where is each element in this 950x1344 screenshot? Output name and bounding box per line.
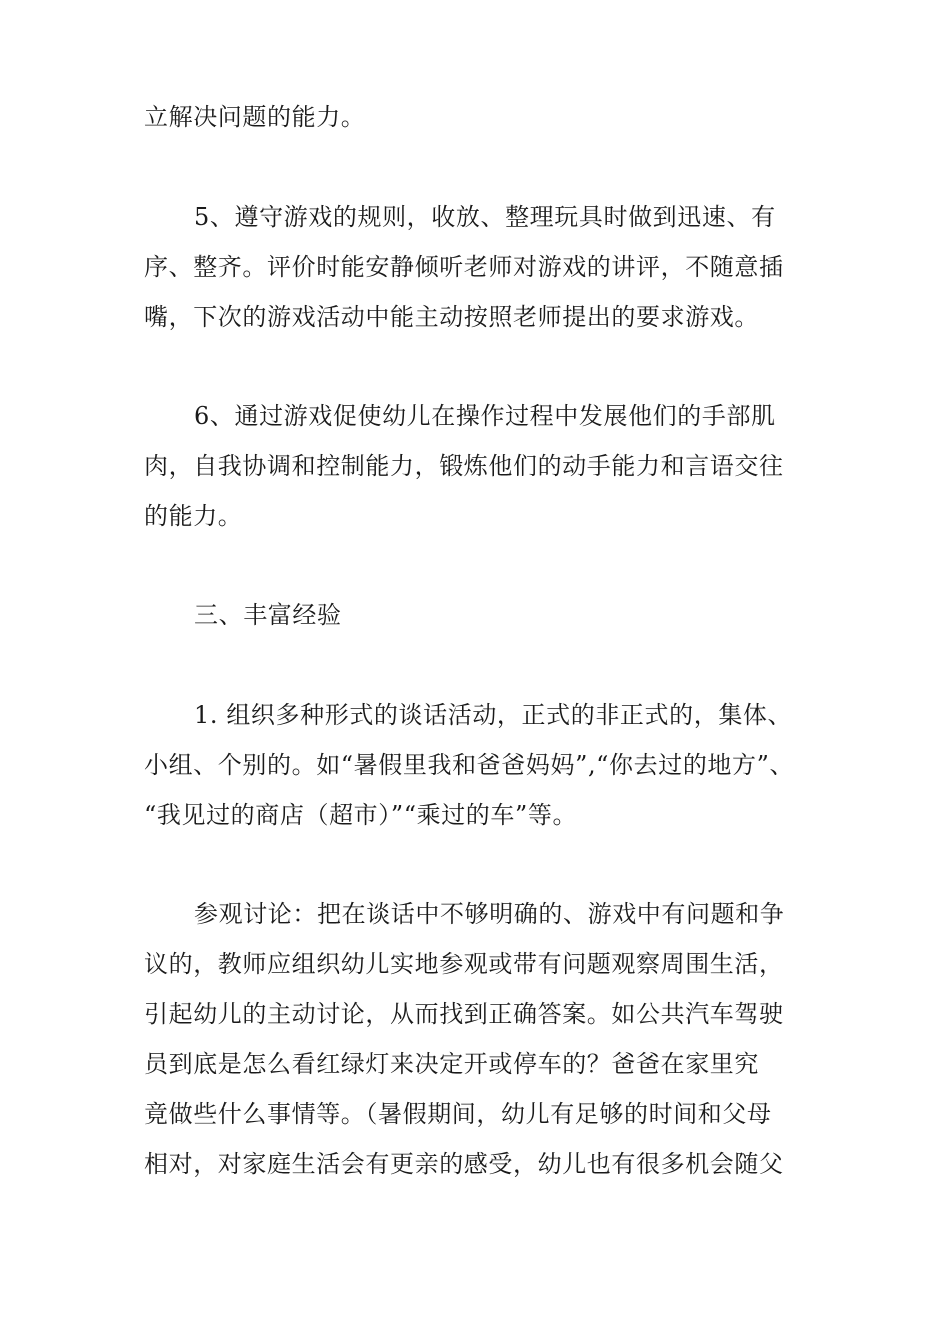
- paragraph-line: 参观讨论：把在谈话中不够明确的、游戏中有问题和争: [194, 900, 785, 928]
- text-line: 序、整齐。评价时能安静倾听老师对游戏的讲评，不随意插: [144, 253, 784, 281]
- text-line: 的能力。: [144, 502, 243, 530]
- text-line: “我见过的商店（超市）”“乘过的车”等。: [144, 801, 578, 829]
- text-line: 立解决问题的能力。: [144, 103, 366, 131]
- text-line: 小组、个别的。如“暑假里我和爸爸妈妈”,“你去过的地方”、: [144, 751, 795, 779]
- list-item-6-line: 6、通过游戏促使幼儿在操作过程中发展他们的手部肌: [194, 402, 776, 430]
- text-line: 肉，自我协调和控制能力，锻炼他们的动手能力和言语交往: [144, 452, 784, 480]
- text-line: 议的，教师应组织幼儿实地参观或带有问题观察周围生活，: [144, 950, 784, 978]
- text-line: 相对，对家庭生活会有更亲的感受，幼儿也有很多机会随父: [144, 1150, 784, 1178]
- text-line: 引起幼儿的主动讨论，从而找到正确答案。如公共汽车驾驶: [144, 1000, 784, 1028]
- section-heading: 三、丰富经验: [194, 601, 342, 629]
- list-item-5-line: 5、遵守游戏的规则，收放、整理玩具时做到迅速、有: [194, 203, 776, 231]
- text-line: 员到底是怎么看红绿灯来决定开或停车的？爸爸在家里究: [144, 1050, 759, 1078]
- text-line: 竟做些什么事情等。（暑假期间，幼儿有足够的时间和父母: [144, 1100, 772, 1128]
- text-line: 嘴，下次的游戏活动中能主动按照老师提出的要求游戏。: [144, 303, 759, 331]
- list-item-1-line: 1. 组织多种形式的谈话活动，正式的非正式的，集体、: [194, 701, 793, 729]
